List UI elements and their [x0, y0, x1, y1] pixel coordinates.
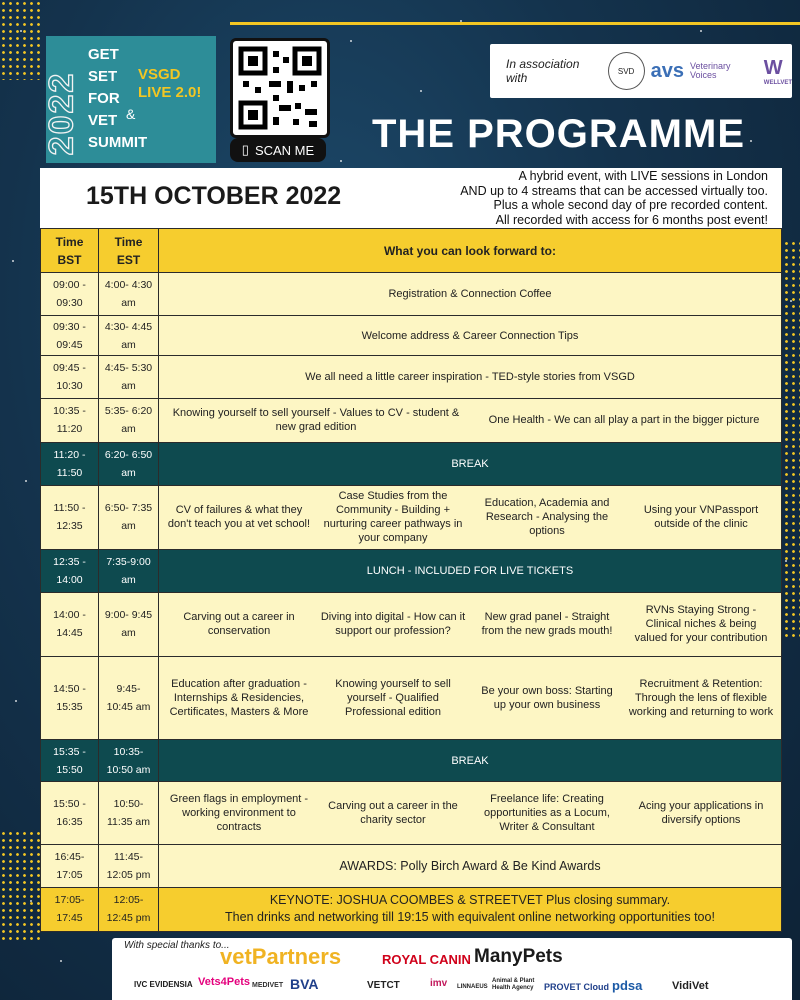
session: Freelance life: Creating opportunities as a Locum, Writer & Consultant	[484, 793, 610, 834]
svd-logo: SVD	[608, 52, 645, 90]
sponsor-logo: MEDIVET	[252, 982, 284, 989]
table-row: 14:50 - 15:35 9:45- 10:45 am Education after graduation - Internships & Residencies, Certificates, Masters & More Knowing yourself to sell yourself - Qualified Professional edition Be your own boss: Starting up your own business Recruitment & Retention: Through the lens of flexible working and returning to work	[41, 657, 782, 740]
keynote-row: 17:05- 17:45 12:05- 12:45 pm KEYNOTE: JOSHUA COOMBES & STREETVET Plus closing summary. Then drinks and networking till 19:15 with equivalent online networking opportunities too!	[41, 887, 782, 932]
sponsor-logo: PROVET Cloud	[544, 982, 609, 992]
association-label: In association with	[506, 57, 580, 85]
session: Be your own boss: Starting up your own business	[481, 685, 613, 712]
header-main: What you can look forward to:	[159, 229, 782, 273]
table-row: 09:30 - 09:45 4:30- 4:45 am Welcome address & Career Connection Tips	[41, 315, 782, 355]
session: AWARDS: Polly Birch Award & Be Kind Awards	[159, 845, 782, 887]
top-accent-line	[230, 22, 800, 25]
event-date: 15TH OCTOBER 2022	[86, 182, 342, 210]
session: Education after graduation - Internships & Residencies, Certificates, Masters & More	[169, 678, 309, 719]
session: KEYNOTE: JOSHUA COOMBES & STREETVET Plus closing summary.	[269, 893, 671, 908]
logo-amp: &	[126, 106, 136, 122]
sponsor-logo: BVA	[290, 976, 319, 992]
break-row: 15:35 - 15:50 10:35- 10:50 am BREAK	[41, 740, 782, 782]
session: CV of failures & what they don't teach you at vet school!	[167, 504, 311, 531]
session: Case Studies from the Community - Building + nurturing career pathways in your company	[323, 490, 463, 545]
session: Acing your applications in diversify options	[638, 800, 764, 827]
dot-pattern	[0, 0, 40, 80]
sponsor-logo: Animal & Plant Health Agency	[492, 978, 535, 991]
awards-row: 16:45- 17:05 11:45-12:05 pm AWARDS: Polly Birch Award & Be Kind Awards	[41, 845, 782, 887]
header-est: Time EST	[99, 229, 159, 273]
session: Knowing yourself to sell yourself - Qualified Professional edition	[335, 678, 451, 719]
table-row: 15:50 - 16:35 10:50- 11:35 am Green flags in employment - working environment to contracts Carving out a career in the charity sector Freelance life: Creating opportunities as a Locum, Writer & Consultant Acing your applications in diversify options	[41, 782, 782, 845]
sponsor-logo: Vets4Pets	[198, 976, 250, 988]
date-banner	[40, 168, 782, 228]
session: Using your VNPassport outside of the clinic	[643, 504, 759, 531]
dot-pattern	[0, 830, 40, 940]
sponsor-logo: IVC EVIDENSIA	[134, 980, 193, 989]
session: Then drinks and networking till 19:15 with equivalent online networking opportunities too!	[225, 910, 715, 925]
avs-logo: avs	[650, 59, 685, 82]
association-banner	[490, 44, 792, 98]
header-bst: Time BST	[41, 229, 99, 273]
sponsor-logo: pdsa	[612, 978, 643, 993]
session: LUNCH - INCLUDED FOR LIVE TICKETS	[159, 550, 782, 592]
logo-live: VSGD LIVE 2.0!	[138, 66, 202, 101]
session: Green flags in employment - working environment to contracts	[169, 793, 309, 834]
sponsor-logo: VidiVet	[672, 980, 709, 992]
logo-words: GET SET FOR VET SUMMIT	[88, 46, 148, 151]
summit-logo	[42, 36, 216, 163]
session: Carving out a career in conservation	[183, 611, 295, 638]
scan-me-label: ▯ SCAN ME	[230, 138, 326, 162]
sponsor-logo: vetPartners	[220, 944, 342, 969]
session: New grad panel - Straight from the new grads mouth!	[481, 611, 613, 638]
table-row: 14:00 - 14:45 9:00- 9:45 am Carving out a career in conservation Diving into digital - How can it support our profession? New grad panel - Straight from the new grads mouth! RVNs Staying Strong - Clinical niches & being valued for your contribution	[41, 592, 782, 657]
session: Knowing yourself to sell yourself - Values to CV - student & new grad edition	[172, 407, 460, 434]
session: Diving into digital - How can it support our profession?	[320, 611, 466, 638]
wellvet-logo: W WELLVET	[763, 56, 792, 86]
sponsors-panel	[112, 938, 792, 1000]
page-title: THE PROGRAMME	[372, 112, 745, 156]
session: Registration & Connection Coffee	[159, 273, 782, 315]
session: One Health - We can all play a part in the bigger picture	[488, 414, 760, 427]
table-row: 11:50 - 12:35 6:50- 7:35 am CV of failures & what they don't teach you at vet school! Case Studies from the Community - Building + nurturing career pathways in your company Education, Academia and Research - Analysing the options Using your VNPassport outside of the clinic	[41, 485, 782, 550]
break-row: 11:20 - 11:50 6:20- 6:50 am BREAK	[41, 443, 782, 485]
session: BREAK	[159, 740, 782, 782]
table-row: 10:35 - 11:20 5:35- 6:20 am Knowing yourself to sell yourself - Values to CV - student & new grad edition One Health - We can all play a part in the bigger picture	[41, 398, 782, 442]
sponsor-logo: ROYAL CANIN	[382, 952, 471, 967]
session: Recruitment & Retention: Through the lens of flexible working and returning to work	[628, 678, 774, 719]
session: RVNs Staying Strong - Clinical niches & being valued for your contribution	[634, 604, 768, 645]
table-row: 09:00 - 09:30 4:00- 4:30 am Registration & Connection Coffee	[41, 273, 782, 315]
session: Carving out a career in the charity sector	[328, 800, 458, 827]
sponsor-logo: LINNAEUS	[457, 984, 488, 990]
sponsor-logo: imv	[430, 978, 448, 989]
thanks-label: With special thanks to...	[124, 940, 230, 951]
table-row: 09:45 - 10:30 4:45- 5:30 am We all need a little career inspiration - TED-style stories from VSGD	[41, 356, 782, 398]
session: Education, Academia and Research - Analysing the options	[484, 497, 610, 538]
sponsor-logo: VETCT	[367, 980, 400, 991]
session: Welcome address & Career Connection Tips	[159, 315, 782, 355]
sponsor-logo: ManyPets	[474, 946, 563, 967]
logo-year: 2022	[42, 71, 81, 156]
lunch-row: 12:35 - 14:00 7:35-9:00 am LUNCH - INCLUDED FOR LIVE TICKETS	[41, 550, 782, 592]
session: We all need a little career inspiration - TED-style stories from VSGD	[159, 356, 782, 398]
veterinary-voices-logo: Veterinary Voices	[690, 61, 731, 80]
dot-pattern	[783, 240, 800, 640]
programme-table	[40, 228, 782, 932]
session: BREAK	[159, 443, 782, 485]
event-intro: A hybrid event, with LIVE sessions in London AND up to 4 streams that can be accessed virtually too. Plus a whole second day of pre recorded content. All recorded with access for 6 months post event!	[460, 169, 768, 227]
qr-code[interactable]	[230, 38, 330, 138]
phone-icon: ▯	[241, 142, 249, 157]
table-header	[41, 229, 782, 273]
